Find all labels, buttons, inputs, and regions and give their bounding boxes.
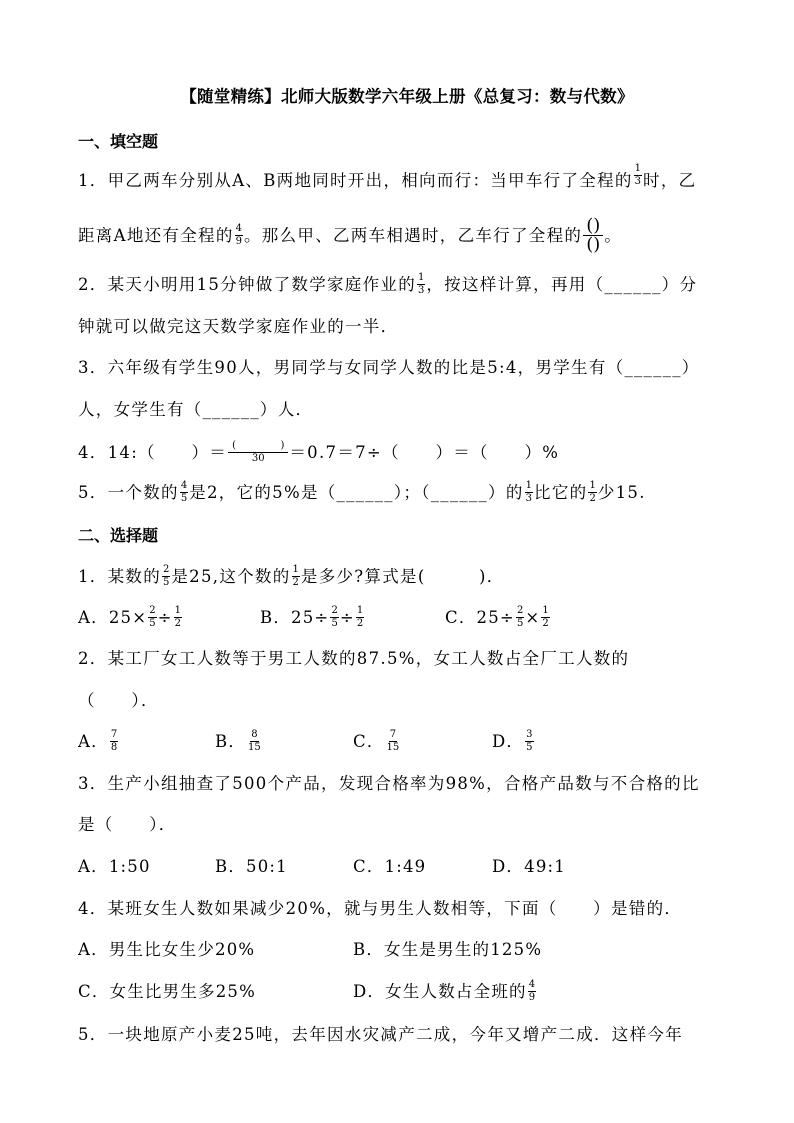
choice-q1: 1．某数的 $\frac{2}{5}$ 是25,这个数的 $\frac{1}{2}$ 是多少?算式是( )． (78, 564, 505, 588)
fill-q2-line2: 钟就可以做完这天数学家庭作业的一半． (78, 317, 399, 336)
choice-q4-option-a[interactable]: A．男生比女生少20% (78, 940, 256, 959)
choice-q3-option-d[interactable]: D．49:1 (492, 857, 566, 876)
fraction: $\frac{4}{9}$ (235, 223, 242, 247)
fraction: $\frac{1}{2}$ (292, 564, 299, 588)
fraction: $\frac{7}{8}$ (110, 729, 118, 753)
fraction: $\frac{2}{5}$ (163, 564, 170, 588)
choice-q5-line1: 5．一块地原产小麦25吨，去年因水灾减产二成，今年又增产二成．这样今年 (78, 1025, 683, 1044)
fraction: $\frac{1}{3}$ (634, 163, 642, 187)
choice-q1-option-b[interactable]: B．25÷ $\frac{2}{5}$ ÷ $\frac{1}{2}$ (260, 605, 364, 629)
choice-q2-option-b[interactable]: B． $\frac{8}{15}$ (215, 729, 261, 753)
choice-q4-option-b[interactable]: B．女生是男生的125% (353, 940, 543, 959)
fraction: $\frac{2}{5}$ (331, 605, 338, 629)
fraction: $\frac{1}{2}$ (589, 480, 596, 504)
choice-q3-line2: 是（ ）． (78, 815, 177, 834)
choice-q3-line1: 3．生产小组抽查了500个产品，发现合格率为98%，合格产品数与不合格的比 (78, 774, 700, 793)
choice-q2-option-c[interactable]: C． $\frac{7}{15}$ (353, 729, 400, 753)
fraction: $\frac{( )}{30}$ (228, 441, 288, 464)
fraction: $\frac{1}{3}$ (525, 480, 533, 504)
fill-q3-line2: 人，女学生有（______）人． (78, 400, 314, 419)
choice-q1-option-a[interactable]: A．25× $\frac{2}{5}$ ÷ $\frac{1}{2}$ (78, 605, 182, 629)
fraction: $\frac{7}{15}$ (386, 729, 400, 753)
section-fill-in-blank: 一、填空题 (78, 132, 159, 151)
fraction: $\frac{3}{5}$ (526, 729, 533, 753)
fraction: $\frac{4}{5}$ (180, 480, 188, 504)
fill-q3-line1: 3．六年级有学生90人，男同学与女同学人数的比是5:4，男学生有（______） (78, 358, 700, 377)
choice-q3-option-a[interactable]: A．1:50 (78, 857, 151, 876)
choice-q2-option-d[interactable]: D． $\frac{3}{5}$ (492, 729, 533, 753)
answer-fraction-blank[interactable]: $\frac{()}{()}$ (583, 217, 603, 254)
fill-q2-line1: 2．某天小明用15分钟做了数学家庭作业的 $\frac{1}{3}$ ，按这样计算，再用（______）分 (78, 272, 698, 296)
choice-q3-option-c[interactable]: C．1:49 (353, 857, 427, 876)
fraction: $\frac{1}{3}$ (418, 272, 425, 296)
fraction: $\frac{4}{9}$ (528, 979, 536, 1003)
choice-q2-line2: （ ）． (78, 691, 159, 710)
section-multiple-choice: 二、选择题 (78, 526, 159, 545)
choice-q4-option-c[interactable]: C．女生比男生多25% (78, 982, 256, 1001)
choice-q2-option-a[interactable]: A． $\frac{7}{8}$ (78, 729, 118, 753)
fraction: $\frac{8}{15}$ (248, 729, 261, 753)
fill-q1-line1: 1．甲乙两车分别从A、B两地同时开出，相向而行：当甲车行了全程的 $\frac{1}{3}$ 时，乙 (78, 163, 697, 190)
fill-q1-line2: 距离A地还有全程的 $\frac{4}{9}$ 。那么甲、乙两车相遇时，乙车行了全程的 $\frac{()}{()}$ 。 (78, 215, 623, 255)
fill-q4: 4．14:（ ）＝ $\frac{( )}{30}$ ＝0.7＝7÷（ ）＝（ ）% (78, 440, 560, 464)
choice-q2-line1: 2．某工厂女工人数等于男工人数的87.5%，女工人数占全厂工人数的 (78, 649, 630, 668)
fill-q5: 5．一个数的 $\frac{4}{5}$ 是2，它的5%是（______）；（______）的 $\frac{1}{3}$ 比它的 $\frac{1}{2}$ 少15. (78, 480, 646, 504)
page-title: 【随堂精练】北师大版数学六年级上册《总复习：数与代数》 (180, 87, 634, 106)
choice-q3-option-b[interactable]: B．50:1 (215, 857, 288, 876)
fraction: $\frac{1}{2}$ (356, 605, 364, 629)
fraction: $\frac{2}{5}$ (516, 605, 524, 629)
choice-q4-option-d[interactable]: D．女生人数占全班的 $\frac{4}{9}$ (353, 979, 536, 1003)
choice-q4: 4．某班女生人数如果减少20%，就与男生人数相等，下面（ ）是错的． (78, 899, 683, 918)
fraction: $\frac{2}{5}$ (149, 605, 156, 629)
fraction: $\frac{1}{2}$ (542, 605, 549, 629)
choice-q1-option-c[interactable]: C．25÷ $\frac{2}{5}$ × $\frac{1}{2}$ (445, 605, 549, 629)
fraction: $\frac{1}{2}$ (174, 605, 182, 629)
